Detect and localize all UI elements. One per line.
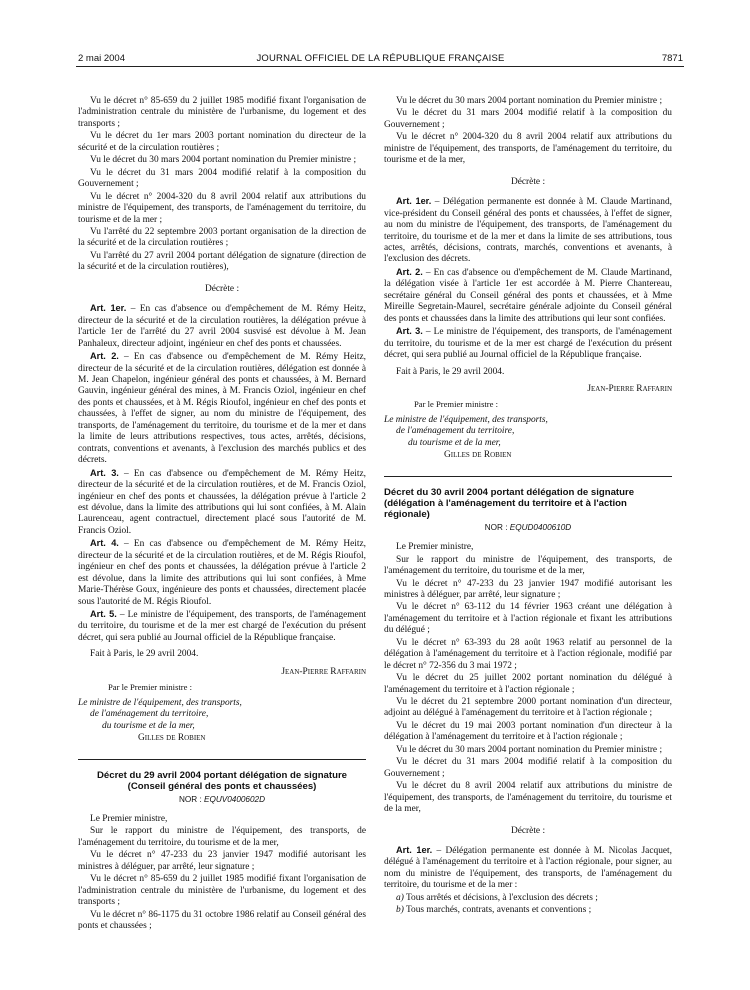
visa: Sur le rapport du ministre de l'équipement, des transports, de l'aménagement du territoire, du tourisme et de la mer, (384, 554, 672, 577)
par-le-premier-ministre: Par le Premier ministre : (414, 399, 499, 410)
article-text: – En cas d'absence ou d'empêchement de M. Claude Martinand, la délégation visée à l'article 1er est accordée à M. Pierre Chantereau, secrétaire général du Conseil général des ponts et chaussées, et à Mme Mireille Segretain-Maurel, secrétaire générale adjointe du Conseil général des ponts et chaussées dans la limite des attributions qui leur sont confiées. (384, 267, 672, 324)
visa: Vu le décret du 31 mars 2004 modifié relatif à la composition du Gouvernement ; (384, 757, 672, 779)
article-label: Art. 3. (90, 467, 119, 478)
par-le-premier-ministre: Par le Premier ministre : (108, 682, 193, 693)
header-date: 2 mai 2004 (78, 53, 126, 64)
visa: Vu le décret n° 63-393 du 28 août 1963 relatif au personnel de la délégation à l'aménagement du territoire et à l'action régionale, modifié par le décret n° 72-356 du 3 mai 1972 ; (384, 637, 672, 671)
visa: Vu l'arrêté du 22 septembre 2003 portant organisation de la direction de la sécurité et de la circulation routières ; (78, 226, 366, 249)
visa: Vu le décret du 25 juillet 2002 portant nomination du délégué à l'aménagement du territoire et à l'action régionale ; (384, 673, 672, 695)
nor-code: EQUV0400602D (204, 794, 266, 804)
article-label: Art. 5. (90, 609, 117, 620)
visa: Vu le décret n° 47-233 du 23 janvier 1947 modifié autorisant les ministres à déléguer, par arrêté, leur signature ; (78, 850, 366, 872)
visa: Vu le décret du 21 septembre 2000 portant nomination d'un directeur, adjoint au délégué à l'aménagement du territoire et à l'action régionale ; (384, 697, 672, 719)
minister-line: de l'aménagement du territoire, (396, 426, 515, 437)
article-text: – En cas d'absence ou d'empêchement de M. Rémy Heitz, directeur de la sécurité et de la circulation routières, délégation est donnée à M. Jean Chapelon, ingénieur général des ponts et chaussées, à M. Bernard Gauvin, ingénieur général des mines, à M. Francis Oziol, ingénieur en chef des ponts et chaussées, et à M. Régis Rioufol, ingénieur en chef des ponts et chaussées, à l'effet de signer, au nom du ministre de l'équipement, des transports, de l'aménagement du territoire, du tourisme et de la mer et dans la limite de leurs attributions respectives, tous actes, arrêtés, décisions, contrats, conventions et avenants, à l'exclusion des marchés publics et des décrets. (78, 352, 366, 466)
fait-a-paris: Fait à Paris, le 29 avril 2004. (396, 366, 505, 377)
visa: Vu le décret du 19 mai 2003 portant nomination d'un directeur à la délégation à l'aménagement du territoire et à l'action régionale ; (384, 720, 672, 743)
minister-line: de l'aménagement du territoire, (90, 709, 209, 720)
article-text: – En cas d'absence ou d'empêchement de M. Rémy Heitz, directeur de la sécurité et de la circulation routières, et de M. Régis Rioufol, ingénieur en chef des ponts et chaussées, la délégation prévue à l'article 2 est dévolue, dans la limite des attributions qui lui sont confiées, à Mme Marie-Thérèse Goux, ingénieure des ponts et chaussées, directement placée sous l'autorité de M. Régis Rioufol. (78, 539, 366, 607)
article (384, 326, 672, 361)
decree-title: Décret du 29 avril 2004 portant délégation de signature (Conseil général des ponts et chaussées) (96, 769, 348, 792)
article (78, 351, 366, 467)
visa: Vu le décret n° 2004-320 du 8 avril 2004 relatif aux attributions du ministre de l'équipement, des transports, de l'aménagement du territoire, du tourisme et de la mer ; (78, 191, 366, 225)
decree-separator (78, 759, 366, 760)
visa: Vu le décret du 1er mars 2003 portant nomination du directeur de la sécurité et de la circulation routières ; (78, 131, 366, 153)
article-text: – Délégation permanente est donnée à M. Claude Martinand, vice-président du Conseil général des ponts et chaussées, à l'effet de signer, au nom du ministre de l'équipement, des transports, de l'aménagement du territoire, du tourisme et de la mer et dans la limite de ses attributions, tous actes, arrêtés, décisions, contrats, marchés, conventions et avenants, à l'exclusion des décrets. (384, 197, 673, 265)
visa: Vu le décret du 31 mars 2004 modifié relatif à la composition du Gouvernement ; (78, 167, 366, 190)
list-item (384, 893, 672, 904)
article (78, 303, 366, 350)
minister-line: Le ministre de l'équipement, des transports, (78, 697, 242, 708)
nor-label: NOR : (178, 794, 205, 804)
visa: Vu le décret du 30 mars 2004 portant nomination du Premier ministre ; (90, 155, 357, 166)
decrete-heading: Décrète : (510, 176, 546, 187)
article (384, 267, 672, 325)
visa: Sur le rapport du ministre de l'équipement, des transports, de l'aménagement du territoire, du tourisme et de la mer, (78, 826, 366, 848)
article-label: Art. 1er. (396, 196, 432, 207)
article-label: Art. 2. (396, 266, 423, 277)
decrete-heading: Décrète : (510, 825, 546, 836)
visa: Vu le décret n° 47-233 du 23 janvier 1947 modifié autorisant les ministres à déléguer, par arrêté, leur signature ; (384, 578, 672, 600)
visa: Vu le décret n° 85-659 du 2 juillet 1985 modifié fixant l'organisation de l'administration centrale du ministère de l'urbanisme, du logement et des transports ; (78, 96, 366, 129)
list-item (384, 905, 672, 916)
item-text: Tous arrêtés et décisions, à l'exclusion des décrets ; (403, 892, 598, 903)
article (78, 468, 366, 538)
minister-name: Gilles de Robien (138, 733, 206, 744)
visa: Le Premier ministre, (90, 814, 168, 825)
article (384, 196, 672, 266)
signature: Jean-Pierre Raffarin (587, 383, 672, 394)
article-text: – En cas d'absence ou d'empêchement de M. Rémy Heitz, directeur de la sécurité et de la circulation routières, la délégation prévue à l'article 1er de l'arrêté du 27 avril 2004 susvisé est dévolue à M. Jean Panhaleux, directeur adjoint, ingénieur en chef des ponts et chaussées. (78, 304, 366, 349)
decrete-heading: Décrète : (204, 283, 240, 294)
minister-title (78, 698, 366, 732)
visa: Vu le décret du 8 avril 2004 relatif aux attributions du ministre de l'équipement, des transports, de l'aménagement du territoire, du tourisme et de la mer, (384, 781, 672, 815)
decree-title: Décret du 30 avril 2004 portant délégation de signature (délégation à l'aménagement du territoire et à l'action régionale) (384, 486, 635, 520)
header-rule (76, 66, 684, 67)
minister-title (384, 415, 672, 449)
page-number: 7871 (661, 53, 683, 64)
article-label: Art. 2. (90, 351, 119, 362)
article-text: – Le ministre de l'équipement, des transports, de l'aménagement du territoire, du tourisme et de la mer est chargé de l'exécution du présent décret, qui sera publié au Journal officiel de la République française. (78, 610, 366, 643)
visa: Vu le décret du 30 mars 2004 portant nomination du Premier ministre ; (396, 96, 663, 106)
item-mark: b) (396, 905, 404, 916)
article (78, 609, 366, 644)
article-label: Art. 1er. (90, 303, 127, 314)
minister-name: Gilles de Robien (444, 450, 512, 461)
minister-line: du tourisme et de la mer, (102, 720, 195, 731)
visa: Vu l'arrêté du 27 avril 2004 portant délégation de signature (direction de la sécurité et de la circulation routières), (78, 250, 366, 273)
nor-label: NOR : (484, 522, 510, 532)
minister-line: du tourisme et de la mer, (408, 437, 501, 448)
item-text: Tous marchés, contrats, avenants et conventions ; (403, 905, 592, 916)
article (78, 538, 366, 608)
visa: Vu le décret n° 63-112 du 14 février 1963 créant une délégation à l'aménagement du territoire et à l'action régionale et fixant les attributions du délégué ; (384, 602, 672, 636)
journal-title: JOURNAL OFFICIEL DE LA RÉPUBLIQUE FRANÇAISE (256, 53, 505, 64)
nor-reference (384, 522, 672, 533)
visa: Vu le décret du 31 mars 2004 modifié relatif à la composition du Gouvernement ; (384, 108, 672, 130)
right-column (384, 96, 672, 918)
visa: Vu le décret n° 85-659 du 2 juillet 1985 modifié fixant l'organisation de l'administration centrale du ministère de l'urbanisme, du logement et des transports ; (78, 874, 366, 908)
decree-separator (384, 476, 672, 477)
item-mark: a) (396, 892, 404, 903)
signature: Jean-Pierre Raffarin (281, 666, 366, 677)
fait-a-paris: Fait à Paris, le 29 avril 2004. (90, 649, 199, 660)
minister-line: Le ministre de l'équipement, des transports, (384, 414, 548, 425)
article-text: – Le ministre de l'équipement, des transports, de l'aménagement du territoire, du tourisme et de la mer est chargé de l'exécution du présent décret, qui sera publié au Journal officiel de la République française. (384, 327, 672, 361)
article-label: Art. 1er. (396, 845, 433, 856)
article-label: Art. 3. (396, 326, 423, 337)
article-text: – Délégation permanente est donnée à M. Nicolas Jacquet, délégué à l'aménagement du territoire et à l'action régionale, pour signer, au nom du ministre de l'équipement, des transports, de l'aménagement du territoire, du tourisme et de la mer : (384, 846, 672, 891)
nor-code: EQUD0400610D (509, 522, 572, 532)
article-label: Art. 4. (90, 538, 119, 549)
nor-reference (78, 794, 366, 805)
article (384, 845, 672, 892)
visa: Vu le décret du 30 mars 2004 portant nomination du Premier ministre ; (396, 744, 663, 755)
visa: Le Premier ministre, (396, 542, 474, 553)
article-text: – En cas d'absence ou d'empêchement de M. Rémy Heitz, directeur de la sécurité et de la circulation routières, et de M. Francis Oziol, ingénieur en chef des ponts et chaussées, la délégation prévue à l'article 2 est dévolue, dans la limite des attributions qui lui sont confiées, à M. Alain Laurenceau, agent contractuel, directement placé sous l'autorité de M. Francis Oziol. (78, 468, 366, 536)
visa: Vu le décret n° 2004-320 du 8 avril 2004 relatif aux attributions du ministre de l'équipement, des transports, de l'aménagement du territoire, du tourisme et de la mer, (384, 132, 672, 166)
left-column (78, 96, 366, 934)
visa: Vu le décret n° 86-1175 du 31 octobre 1986 relatif au Conseil général des ponts et chaussées ; (78, 909, 366, 932)
